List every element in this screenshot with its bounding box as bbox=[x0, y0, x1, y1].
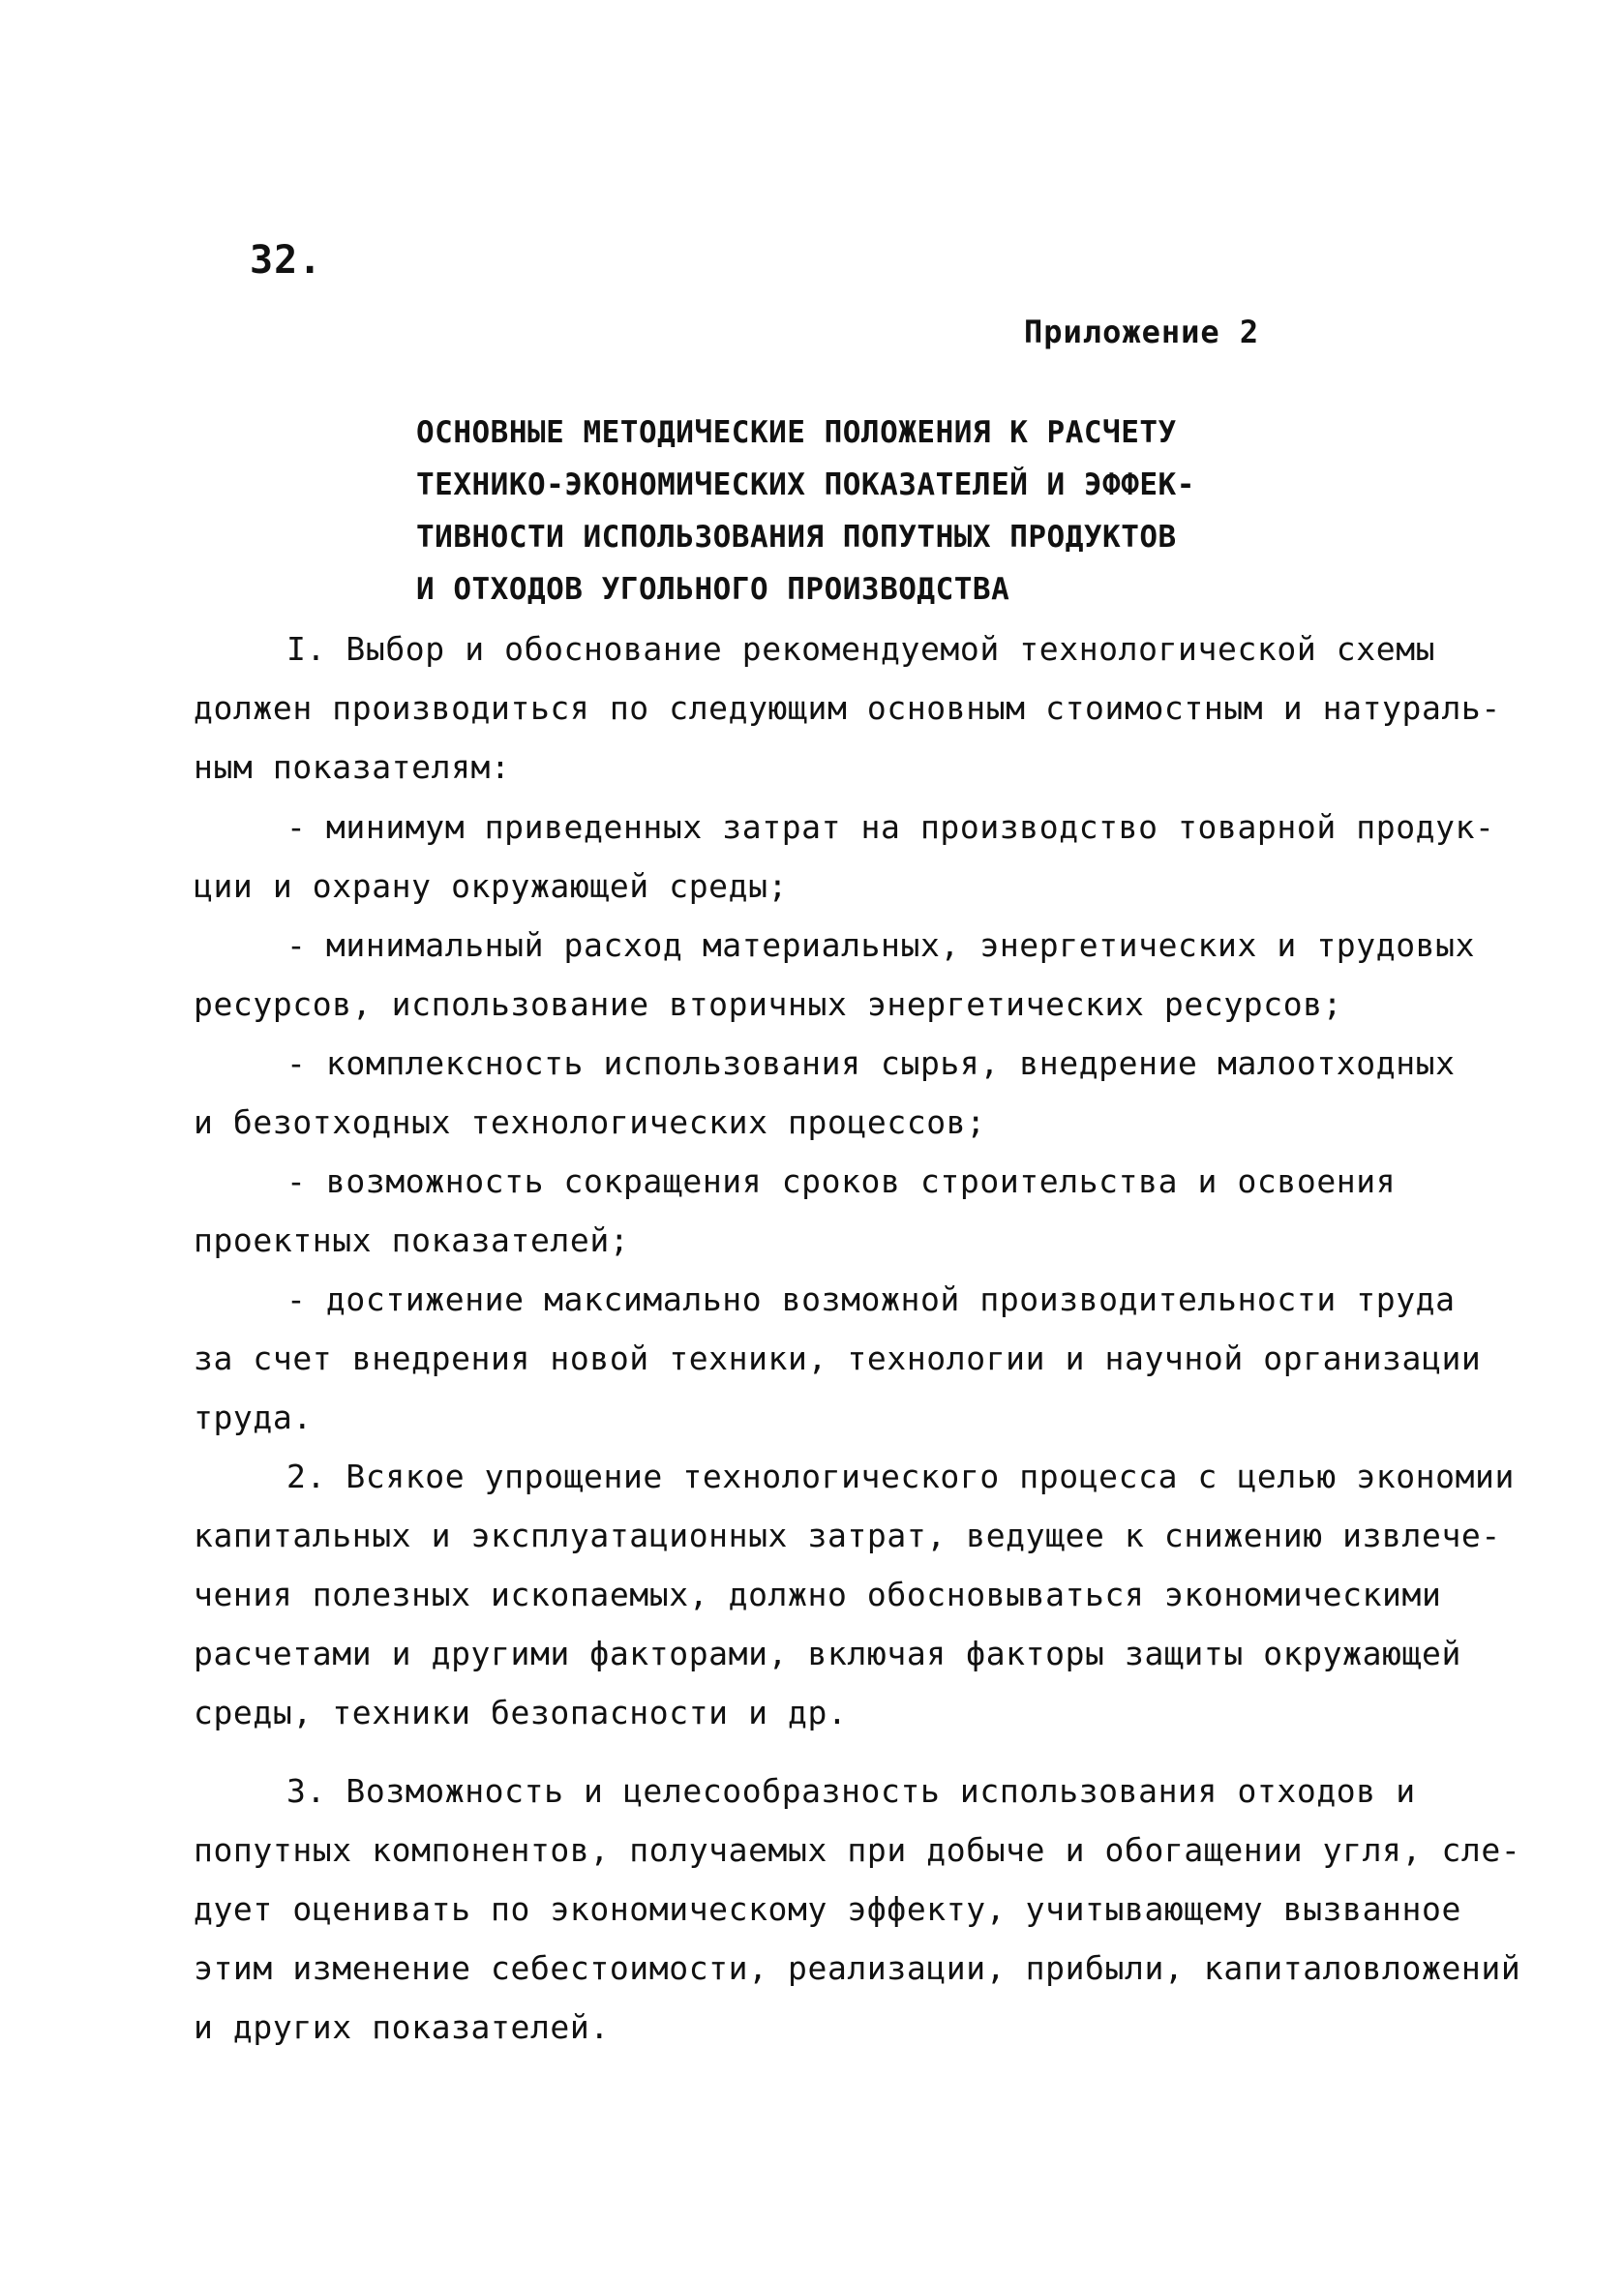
paragraph-2-line: капитальных и эксплуатационных затрат, ведущее к снижению извлече- bbox=[194, 1517, 1501, 1554]
paragraph-3-line: и других показателей. bbox=[194, 2008, 610, 2046]
paragraph-1-line: I. Выбор и обоснование рекомендуемой технологической схемы bbox=[286, 630, 1436, 668]
page-number: 32. bbox=[250, 238, 323, 283]
heading-line: ОСНОВНЫЕ МЕТОДИЧЕСКИЕ ПОЛОЖЕНИЯ К РАСЧЕТУ bbox=[416, 415, 1177, 450]
heading-line: ТИВНОСТИ ИСПОЛЬЗОВАНИЯ ПОПУТНЫХ ПРОДУКТОВ bbox=[416, 520, 1177, 555]
list-item-line: ресурсов, использование вторичных энергетических ресурсов; bbox=[194, 985, 1343, 1023]
list-item-line: труда. bbox=[194, 1399, 313, 1436]
list-item-line: и безотходных технологических процессов; bbox=[194, 1103, 986, 1141]
list-item-line: - достижение максимально возможной производительности труда bbox=[286, 1280, 1456, 1318]
paragraph-3-line: этим изменение себестоимости, реализации, прибыли, капиталовложений bbox=[194, 1949, 1521, 1987]
paragraph-1-line: должен производиться по следующим основным стоимостным и натураль- bbox=[194, 689, 1501, 727]
list-item-line: ции и охрану окружающей среды; bbox=[194, 867, 789, 905]
paragraph-2-line: 2. Всякое упрощение технологического процесса с целью экономии bbox=[286, 1458, 1515, 1495]
paragraph-3-line: попутных компонентов, получаемых при добыче и обогащении угля, сле- bbox=[194, 1831, 1521, 1869]
paragraph-3-line: 3. Возможность и целесообразность использования отходов и bbox=[286, 1772, 1416, 1810]
paragraph-1-line: ным показателям: bbox=[194, 748, 511, 786]
list-item-line: - минимум приведенных затрат на производство товарной продук- bbox=[286, 808, 1495, 846]
heading-line: ТЕХНИКО-ЭКОНОМИЧЕСКИХ ПОКАЗАТЕЛЕЙ И ЭФФЕК- bbox=[416, 467, 1195, 502]
paragraph-2-line: расчетами и другими факторами, включая факторы защиты окружающей bbox=[194, 1635, 1461, 1672]
heading-line: И ОТХОДОВ УГОЛЬНОГО ПРОИЗВОДСТВА bbox=[416, 572, 1010, 607]
list-item-line: - минимальный расход материальных, энергетических и трудовых bbox=[286, 926, 1476, 964]
list-item-line: - возможность сокращения сроков строительства и освоения bbox=[286, 1162, 1397, 1200]
list-item-line: - комплексность использования сырья, внедрение малоотходных bbox=[286, 1044, 1456, 1082]
paragraph-3-line: дует оценивать по экономическому эффекту, учитывающему вызванное bbox=[194, 1890, 1461, 1928]
appendix-label: Приложение 2 bbox=[1024, 314, 1260, 350]
list-item-line: за счет внедрения новой техники, технологии и научной организации bbox=[194, 1339, 1482, 1377]
list-item-line: проектных показателей; bbox=[194, 1221, 630, 1259]
paragraph-2-line: чения полезных ископаемых, должно обосновываться экономическими bbox=[194, 1576, 1442, 1613]
paragraph-2-line: среды, техники безопасности и др. bbox=[194, 1694, 848, 1731]
